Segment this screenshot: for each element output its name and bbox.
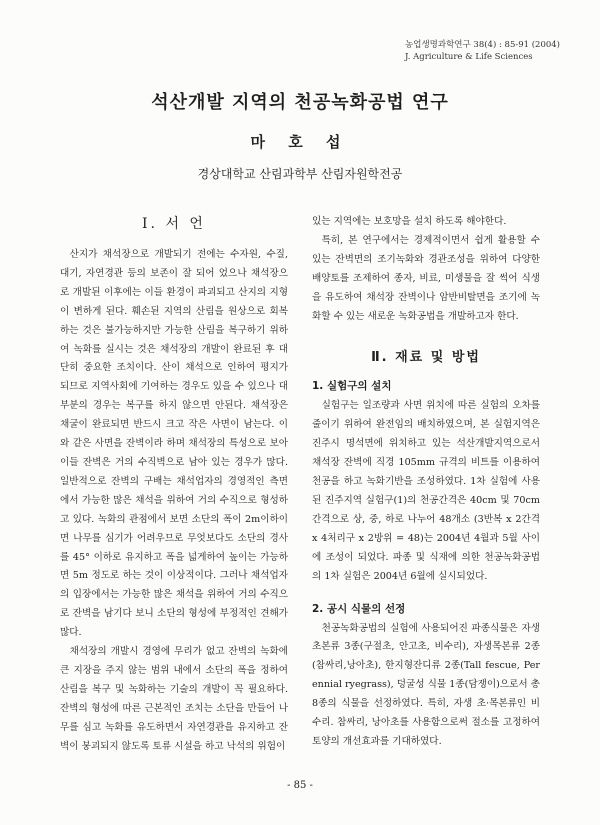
author-affiliation: 경상대학교 산림과학부 산림자원학전공 xyxy=(197,167,403,181)
left-column xyxy=(60,213,288,756)
intro-paragraph-4: 특히, 본 연구에서는 경제적이면서 쉽게 활용할 수 있는 잔벽면의 조기녹화와 경관조성을 위하여 다양한 배양토를 조제하여 종자, 비료, 미생물을 잘 썩어 식생을 유도하여 채석장 잔벽이나 암반비탈면을 조기에 녹화할 수 있는 새로운 녹화공법을 개발하고자 한다. xyxy=(312,234,540,322)
section-heading-methods: Ⅱ. 재료 및 방법 xyxy=(371,350,481,366)
journal-name: J. Agriculture & Life Sciences xyxy=(405,52,533,62)
journal-header xyxy=(405,39,560,63)
author-name: 마 호 섭 xyxy=(250,133,350,151)
right-column xyxy=(312,213,540,752)
plant-selection-paragraph: 천공녹화공법의 실험에 사용되어진 파종식물은 자생초본류 3종(구절초, 안고초, 비수리), 자생목본류 2종(참싸리,낭아초), 한지형잔디류 2종(Tall fescue, Perennial ryegrass), 덩굴성 식물 1종(담쟁이)으로서 총 8종의 식물을 선정하였다. 특히, 자생 초·목본류인 비수리. 참싸리, 낭아초를 사용함으로써 절소를 고정하여 토양의 개선효과를 기대하였다. xyxy=(312,622,540,747)
paper-title: 석산개발 지역의 천공녹화공법 연구 xyxy=(151,92,449,113)
intro-paragraph-1: 산지가 채석장으로 개발되기 전에는 수자원, 수질, 대기, 자연경관 등의 보존이 잘 되어 었으나 채석장으로 개발된 이후에는 이들 환경이 파괴되고 산지의 지형이 변하게 된다. 훼손된 지역의 산림을 원상으로 회복하는 것은 불가능하지만 가능한 산림을 복구하기 위하여 녹화를 실시는 것은 채석장의 개발이 완료된 후 대단히 중요한 조치이다. 산이 채석으로 인하여 평지가 되므로 지역사회에 기여하는 경우도 있을 수 있으나 대부분의 경우는 복구를 하지 않으면 안된다. 채석장은 채굴이 완료되면 반드시 크고 작은 사면이 남는다. 이와 같은 사면을 잔벽이라 하며 채석장의 특성으로 보아 이들 잔벽은 거의 수직벽으로 남아 있는 경우가 많다. 일반적으로 잔벽의 구배는 채석업자의 경영적인 측면에서 가능한 많은 채석을 위하여 거의 수직으로 형성하고 있다. 녹화의 관점에서 보면 소단의 폭이 2m이하이면 나무를 심기가 어려우므로 무엇보다도 소단의 경사를 45° 이하로 유지하고 폭을 넓게하여 높이는 가능하면 5m 정도로 하는 것이 이상적이다. 그러나 채석업자의 입장에서는 가능한 많은 채석을 위하여 거의 수직으로 잔벽을 남기다 보니 소단의 형성에 부정적인 견해가 많다. xyxy=(60,249,288,639)
journal-citation: 농업생명과학연구 38(4) : 85-91 (2004) xyxy=(405,40,560,50)
subsection-heading-plant-selection: 2. 공시 식물의 선정 xyxy=(312,602,406,615)
intro-paragraph-3: 있는 지역에는 보호망을 설치 하도록 해야한다. xyxy=(312,216,507,227)
plot-setup-paragraph: 실험구는 일조량과 사면 위치에 따른 실험의 오차를 줄이기 위하여 완전임의 배치하였으며, 본 실험지역은 진주시 명석면에 위치하고 있는 석산개발지역으로서 채석장 잔벽에 직경 105mm 규격의 비트를 이용하여 천공을 하고 녹화기반을 조성하였다. 1차 실험에 사용된 진주지역 실험구(1)의 천공간격은 40cm 및 70cm 간격으로 상, 중, 하로 나누어 48개소 (3반복 x 2간격 x 4처리구 x 2방위 = 48)는 2004년 4월과 5월 사이에 조성이 되었다. 파종 및 식재에 의한 천공녹화공법의 1차 실험은 2004년 6월에 실시되었다. xyxy=(312,400,540,582)
page-number: - 85 - xyxy=(287,780,313,791)
intro-paragraph-2: 채석장의 개발시 경영에 무리가 없고 잔벽의 녹화에 큰 지장을 주지 않는 범위 내에서 소단의 폭을 정하여 산림을 복구 및 녹화하는 기술의 개발이 꼭 필요하다. 잔벽의 형성에 따른 근본적인 조치는 소단을 만들어 나무를 심고 녹화를 유도하면서 자연경관을 유지하고 잔벽이 붕괴되지 않도록 토류 시설을 하고 낙석의 위험이 xyxy=(60,646,288,752)
subsection-heading-plot-setup: 1. 실험구의 설치 xyxy=(312,380,392,393)
section-heading-introduction: Ⅰ. 서 언 xyxy=(142,216,206,232)
